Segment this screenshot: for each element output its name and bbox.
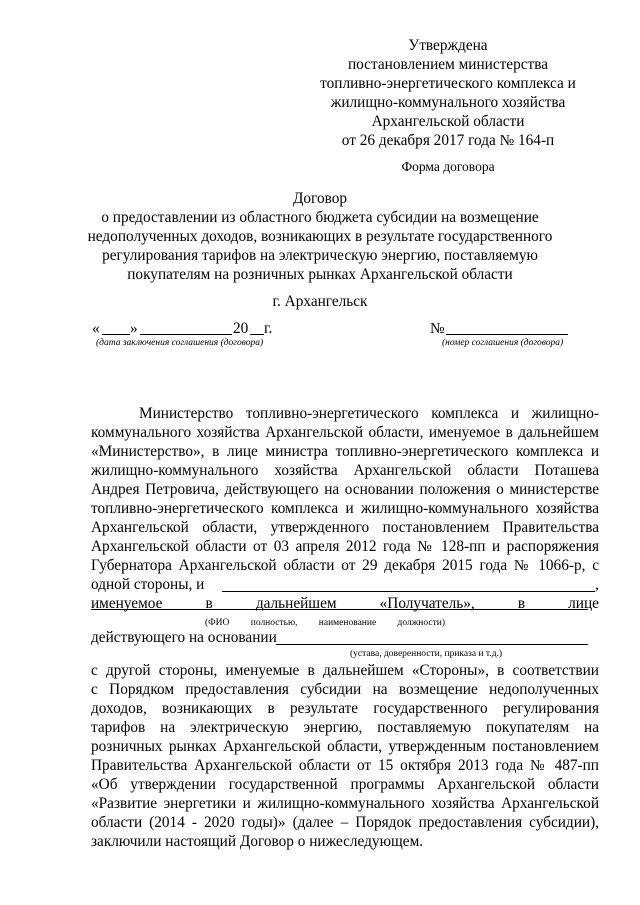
text-line: коммунального хозяйства Архангельской области, именуемое в дальнейшем: [91, 424, 599, 441]
title-line: о предоставлении из областного бюджета субсидии на возмещение: [101, 209, 539, 226]
approval-line: Архангельской области: [371, 113, 525, 130]
text-line: заключили настоящий Договор о нижеследующем.: [91, 833, 424, 850]
acting-text: действующего на основании: [91, 629, 277, 646]
number-sign: №: [430, 320, 445, 337]
text-line: с Порядком предоставления субсидии на возмещение недополученных: [91, 681, 599, 698]
word: в: [205, 595, 213, 612]
text-line: Архангельской области от 03 апреля 2012 года № 128-пп и распоряжения: [91, 538, 599, 555]
text-line: «Министерство», в лице министра топливно-энергетического комплекса и: [91, 443, 599, 460]
text-line: топливно-энергетического комплекса и жилищно-коммунального хозяйства: [91, 500, 599, 517]
word: в: [517, 595, 526, 612]
year-suffix: г.: [264, 320, 273, 337]
side-one-comma: ,: [595, 576, 599, 593]
title-line: недополученных доходов, возникающих в результате государственного: [87, 228, 553, 245]
text-line: Министерство топливно-энергетического комплекса и жилищно-: [139, 405, 599, 422]
date-open-quote: «: [92, 320, 100, 337]
text-line: жилищно-коммунального хозяйства Архангельской области Поташева: [91, 462, 599, 479]
named-line: [91, 594, 599, 613]
text-line: Архангельской области, утвержденного постановлением Правительства: [91, 519, 599, 536]
word: именуемое: [91, 595, 163, 612]
approval-line: от 26 декабря 2017 года № 164-п: [341, 132, 555, 149]
year-prefix: 20: [233, 320, 249, 337]
word: «Получатель»,: [379, 595, 475, 612]
representative-blank: [91, 609, 588, 610]
date-close-quote: »: [130, 320, 138, 337]
text-line: тарифов на электрическую энергию, поставляемую покупателям на: [91, 719, 599, 736]
caption-word: полностью,: [250, 618, 298, 628]
number-blank: [446, 334, 568, 335]
day-blank: [102, 334, 130, 335]
form-label: Форма договора: [401, 159, 495, 174]
approval-line: постановлением министерства: [347, 56, 549, 73]
caption-word: (ФИО: [205, 618, 230, 628]
basis-blank: [276, 644, 588, 645]
word: лице: [568, 595, 599, 612]
approval-line: топливно-энергетического комплекса и: [320, 75, 576, 92]
text-line: розничных рынках Архангельской области, утвержденным постановлением: [91, 738, 599, 755]
title-line: Договор: [292, 190, 348, 207]
approval-line: Утверждена: [408, 37, 488, 54]
text-line: «Об утверждении государственной программы Архангельской области: [91, 776, 599, 793]
year-blank: [250, 334, 264, 335]
caption-word: должности): [397, 618, 445, 628]
side-one-text: одной стороны, и: [91, 576, 205, 593]
text-line: «Развитие энергетики и жилищно-коммунального хозяйства Архангельской: [91, 795, 599, 812]
text-line: доходов, возникающих в результате государственного регулирования: [91, 700, 599, 717]
title-line: покупателям на розничных рынках Архангельской области: [127, 266, 513, 283]
title-line: регулирования тарифов на электрическую энергию, поставляемую: [102, 247, 538, 264]
text-line: с другой стороны, именуемые в дальнейшем «Стороны», в соответствии: [91, 662, 599, 679]
month-blank: [140, 334, 232, 335]
number-caption: (номер соглашения (договора): [442, 338, 564, 348]
acting-caption: (устава, доверенности, приказа и т.д.): [350, 649, 503, 659]
caption-word: наименование: [318, 618, 377, 628]
approval-line: жилищно-коммунального хозяйства: [330, 94, 566, 111]
city-name: г. Архангельск: [272, 293, 368, 310]
text-line: Губернатора Архангельской области от 29 декабря 2015 года № 1066-р, с: [91, 557, 599, 574]
text-line: Андрея Петровича, действующего на основании положения о министерстве: [91, 481, 599, 498]
word: дальнейшем: [255, 595, 337, 612]
recipient-name-blank: [222, 591, 595, 592]
text-line: Правительства Архангельской области от 15 октября 2013 года № 487-пп: [91, 757, 599, 774]
text-line: области (2014 - 2020 годы)» (далее – Порядок предоставления субсидии),: [91, 814, 599, 831]
date-caption: (дата заключения соглашения (договора): [96, 338, 264, 348]
